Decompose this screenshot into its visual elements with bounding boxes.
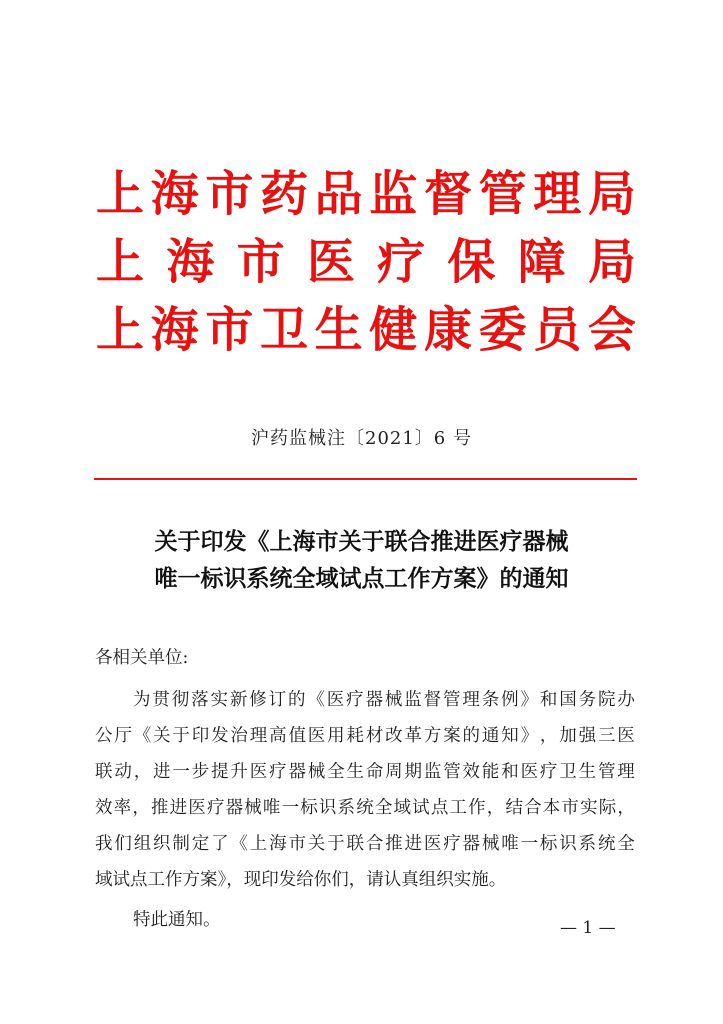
paragraph-line-6: 域试点工作方案》，现印发给你们，请认真组织实施。 xyxy=(95,870,507,890)
page-number: — 1 — xyxy=(560,918,616,938)
paragraph-line-1: 为 贯 彻 落 实 新 修 订 的 《 医 疗 器 械 监 督 管 理 条 例 》 和 国 务 院 办 xyxy=(133,690,635,710)
document-title xyxy=(60,524,663,598)
agency-name-medical-security: 上 海 市 医 疗 保 障 局 xyxy=(96,234,636,290)
agency-name-health-commission: 上 海 市 卫 生 健 康 委 员 会 xyxy=(96,302,636,358)
document-title-line-1: 关于印发《上海市关于联合推进医疗器械 xyxy=(154,529,569,555)
document-number: 沪药监械注〔2021〕6 号 xyxy=(251,428,472,449)
paragraph-line-4: 效 率 ， 推 进 医 疗 器 械 唯 一 标 识 系 统 全 域 试 点 工 作 ， 结 合 本 市 实 际 ， xyxy=(95,798,635,818)
paragraph-line-3: 联 动 ， 进 一 步 提 升 医 疗 器 械 全 生 命 周 期 监 管 效 能 和 医 疗 卫 生 管 理 xyxy=(95,762,635,782)
agency-name-drug-admin: 上 海 市 药 品 监 督 管 理 局 xyxy=(96,166,636,222)
closing-remark: 特此通知。 xyxy=(133,910,221,930)
document-body xyxy=(95,642,635,938)
issuing-agencies xyxy=(96,160,636,364)
paragraph-line-5: 我 们 组 织 制 定 了 《 上 海 市 关 于 联 合 推 进 医 疗 器 械 唯 一 标 识 系 统 全 xyxy=(95,834,635,854)
red-divider-line xyxy=(94,478,637,480)
salutation: 各相关单位: xyxy=(95,648,189,668)
document-title-line-2: 唯一标识系统全域试点工作方案》的通知 xyxy=(154,566,569,592)
paragraph-line-2: 公 厅 《 关 于 印 发 治 理 高 值 医 用 耗 材 改 革 方 案 的 通 知 》 ， 加 强 三 医 xyxy=(95,726,635,746)
